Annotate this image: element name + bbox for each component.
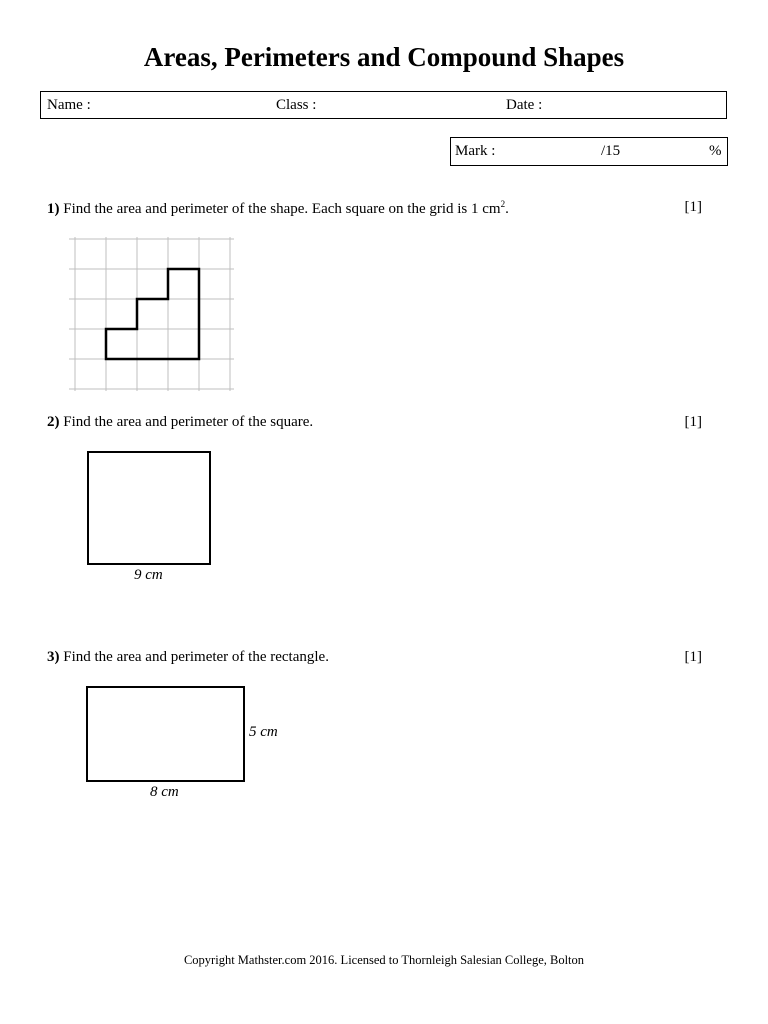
question-text: Find the area and perimeter of the rectangle. bbox=[63, 649, 329, 665]
compound-shape bbox=[106, 269, 199, 359]
question-marks: [1] bbox=[684, 199, 702, 215]
square-side-label: 9 cm bbox=[134, 567, 163, 583]
mark-percent: % bbox=[709, 143, 722, 159]
rectangle-width-label: 8 cm bbox=[150, 784, 179, 800]
class-label: Class : bbox=[276, 97, 317, 113]
question-text: Find the area and perimeter of the shape. Each square on the grid is 1 cm bbox=[63, 201, 501, 217]
mark-box bbox=[450, 137, 728, 166]
question-number: 2) bbox=[47, 414, 60, 430]
question-marks: [1] bbox=[684, 649, 702, 665]
rectangle-shape bbox=[86, 686, 245, 782]
question-text-end: . bbox=[505, 201, 509, 217]
superscript: 2 bbox=[500, 199, 506, 209]
question-number: 1) bbox=[47, 201, 60, 217]
question-3 bbox=[47, 649, 707, 666]
student-info-box bbox=[40, 91, 727, 119]
name-label: Name : bbox=[47, 97, 91, 113]
question-text: Find the area and perimeter of the square. bbox=[63, 414, 314, 430]
page-title: Areas, Perimeters and Compound Shapes bbox=[143, 42, 625, 72]
question-2 bbox=[47, 414, 707, 431]
question-marks: [1] bbox=[684, 414, 702, 430]
question-number: 3) bbox=[47, 649, 60, 665]
mark-total: /15 bbox=[601, 143, 621, 159]
copyright-footer: Copyright Mathster.com 2016. Licensed to Thornleigh Salesian College, Bolton bbox=[183, 953, 585, 967]
question-1 bbox=[47, 199, 707, 218]
mark-label: Mark : bbox=[455, 143, 496, 159]
rectangle-height-label: 5 cm bbox=[249, 724, 278, 740]
grid bbox=[69, 237, 234, 391]
date-label: Date : bbox=[506, 97, 543, 113]
square-shape bbox=[87, 451, 211, 565]
